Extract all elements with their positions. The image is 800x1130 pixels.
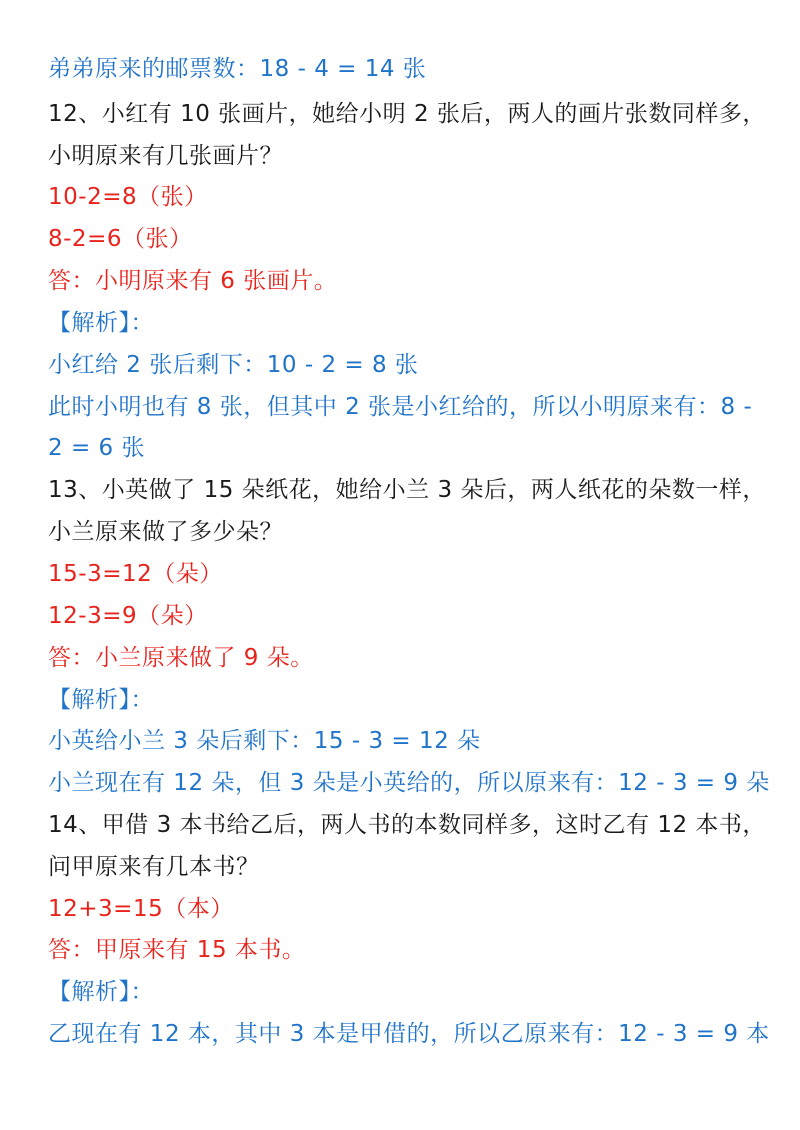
analysis-line: 小兰现在有 12 朵，但 3 朵是小英给的，所以原来有：12 - 3 = 9 朵 <box>48 770 770 796</box>
answer-line: 答：小兰原来做了 9 朵。 <box>48 645 314 671</box>
question-14-line-2: 问甲原来有几本书？ <box>48 854 260 880</box>
analysis-line: 2 = 6 张 <box>48 435 145 461</box>
answer-line: 答：甲原来有 15 本书。 <box>48 937 306 963</box>
question-13-line-1: 13、小英做了 15 朵纸花，她给小兰 3 朵后，两人纸花的朵数一样， <box>48 477 766 503</box>
question-14-line-1: 14、甲借 3 本书给乙后，两人书的本数同样多，这时乙有 12 本书， <box>48 812 766 838</box>
calc-line: 12+3=15（本） <box>48 896 234 922</box>
analysis-line: 小红给 2 张后剩下：10 - 2 = 8 张 <box>48 352 419 378</box>
analysis-line: 小英给小兰 3 朵后剩下：15 - 3 = 12 朵 <box>48 728 481 754</box>
calc-line: 8-2=6（张） <box>48 226 193 252</box>
question-12-line-1: 12、小红有 10 张画片，她给小明 2 张后，两人的画片张数同样多， <box>48 101 766 127</box>
analysis-line: 乙现在有 12 本，其中 3 本是甲借的，所以乙原来有：12 - 3 = 9 本 <box>48 1021 770 1047</box>
analysis-heading: 【解析】： <box>48 687 154 713</box>
question-12-line-2: 小明原来有几张画片？ <box>48 143 283 169</box>
calc-line: 10-2=8（张） <box>48 184 208 210</box>
calc-line: 12-3=9（朵） <box>48 603 208 629</box>
analysis-heading: 【解析】： <box>48 310 154 336</box>
analysis-line: 此时小明也有 8 张，但其中 2 张是小红给的，所以小明原来有：8 - <box>48 394 753 420</box>
analysis-heading: 【解析】： <box>48 979 154 1005</box>
question-13-line-2: 小兰原来做了多少朵？ <box>48 519 283 545</box>
calc-line: 15-3=12（朵） <box>48 561 223 587</box>
answer-line: 弟弟原来的邮票数：18 - 4 = 14 张 <box>48 56 427 82</box>
answer-line: 答：小明原来有 6 张画片。 <box>48 268 338 294</box>
